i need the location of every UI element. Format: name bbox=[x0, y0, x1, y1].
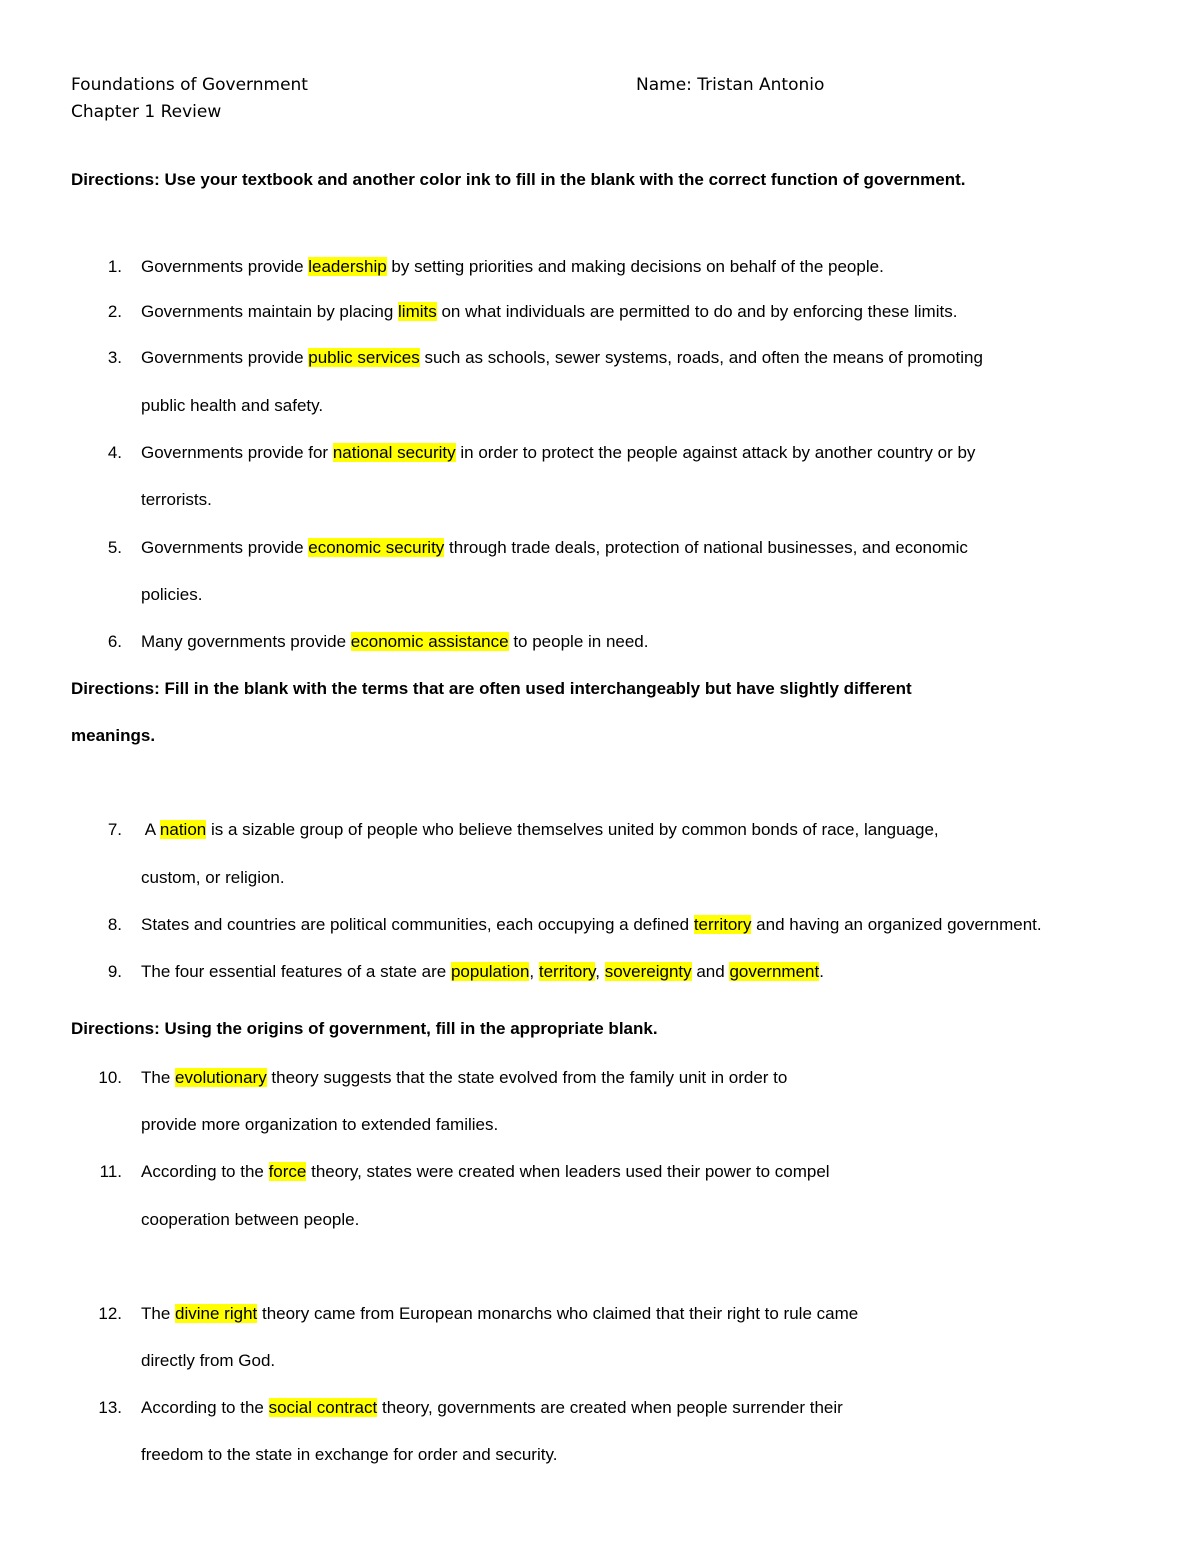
answer-highlight: economic assistance bbox=[350, 632, 509, 651]
item-text: States and countries are political communities, each occupying a defined territory and having an organized government. bbox=[141, 915, 1042, 934]
item-number: 12. bbox=[98, 1304, 122, 1323]
item-text: Governments maintain by placing limits on what individuals are permitted to do and by enforcing these limits. bbox=[141, 302, 958, 321]
student-name: Name: Tristan Antonio bbox=[636, 75, 825, 95]
item-text: Governments provide public services such as schools, sewer systems, roads, and often the means of promoting bbox=[141, 348, 983, 367]
answer-highlight: public services bbox=[308, 348, 420, 367]
answer-highlight: force bbox=[268, 1162, 307, 1181]
item-number: 9. bbox=[107, 962, 122, 981]
answer-highlight: population bbox=[450, 962, 530, 981]
answer-highlight: leadership bbox=[308, 257, 387, 276]
item-text: The divine right theory came from European monarchs who claimed that their right to rule came bbox=[141, 1304, 859, 1323]
item-number: 5. bbox=[107, 538, 122, 557]
answer-highlight: social contract bbox=[268, 1398, 378, 1417]
directions-section-2-line-1: Directions: Fill in the blank with the terms that are often used interchangeably but have slightly different bbox=[71, 679, 912, 698]
directions-section-1: Directions: Use your textbook and another color ink to fill in the blank with the correct function of government. bbox=[71, 170, 966, 189]
item-continuation: policies. bbox=[141, 585, 203, 604]
item-number: 11. bbox=[99, 1162, 122, 1181]
chapter-title: Chapter 1 Review bbox=[71, 102, 222, 122]
item-number: 8. bbox=[107, 915, 122, 934]
item-continuation: public health and safety. bbox=[141, 396, 324, 415]
item-number: 4. bbox=[107, 443, 122, 462]
item-continuation: cooperation between people. bbox=[141, 1210, 360, 1229]
answer-highlight: sovereignty bbox=[604, 962, 692, 981]
item-text: Many governments provide economic assistance to people in need. bbox=[141, 632, 649, 651]
answer-highlight: nation bbox=[159, 820, 207, 839]
item-text: Governments provide economic security through trade deals, protection of national businesses, and economic bbox=[141, 538, 968, 557]
item-text: Governments provide for national security in order to protect the people against attack by another country or by bbox=[141, 443, 976, 462]
item-continuation: freedom to the state in exchange for order and security. bbox=[141, 1445, 558, 1464]
item-number: 13. bbox=[98, 1398, 122, 1417]
item-continuation: provide more organization to extended families. bbox=[141, 1115, 499, 1134]
directions-section-3: Directions: Using the origins of government, fill in the appropriate blank. bbox=[71, 1019, 658, 1038]
item-text: According to the social contract theory, governments are created when people surrender their bbox=[141, 1398, 843, 1417]
item-text: Governments provide leadership by setting priorities and making decisions on behalf of the people. bbox=[141, 257, 884, 276]
answer-highlight: national security bbox=[332, 443, 456, 462]
item-continuation: directly from God. bbox=[141, 1351, 276, 1370]
directions-section-2-line-2: meanings. bbox=[71, 726, 156, 745]
item-number: 2. bbox=[107, 302, 122, 321]
item-text: The four essential features of a state are population, territory, sovereignty and government. bbox=[141, 962, 824, 981]
item-number: 3. bbox=[107, 348, 122, 367]
course-title: Foundations of Government bbox=[71, 75, 308, 95]
answer-highlight: economic security bbox=[308, 538, 445, 557]
item-number: 1. bbox=[107, 257, 122, 276]
item-continuation: terrorists. bbox=[141, 490, 212, 509]
item-number: 7. bbox=[107, 820, 122, 839]
item-continuation: custom, or religion. bbox=[141, 868, 285, 887]
answer-highlight: territory bbox=[693, 915, 752, 934]
answer-highlight: divine right bbox=[175, 1304, 258, 1323]
item-text: The evolutionary theory suggests that the state evolved from the family unit in order to bbox=[141, 1068, 788, 1087]
item-text: According to the force theory, states were created when leaders used their power to compel bbox=[141, 1162, 830, 1181]
answer-highlight: evolutionary bbox=[175, 1068, 267, 1087]
answer-highlight: territory bbox=[538, 962, 596, 981]
item-text: A nation is a sizable group of people who believe themselves united by common bonds of race, language, bbox=[141, 820, 939, 839]
item-number: 10. bbox=[98, 1068, 122, 1087]
answer-highlight: limits bbox=[398, 302, 437, 321]
item-number: 6. bbox=[107, 632, 122, 651]
answer-highlight: government bbox=[729, 962, 820, 981]
